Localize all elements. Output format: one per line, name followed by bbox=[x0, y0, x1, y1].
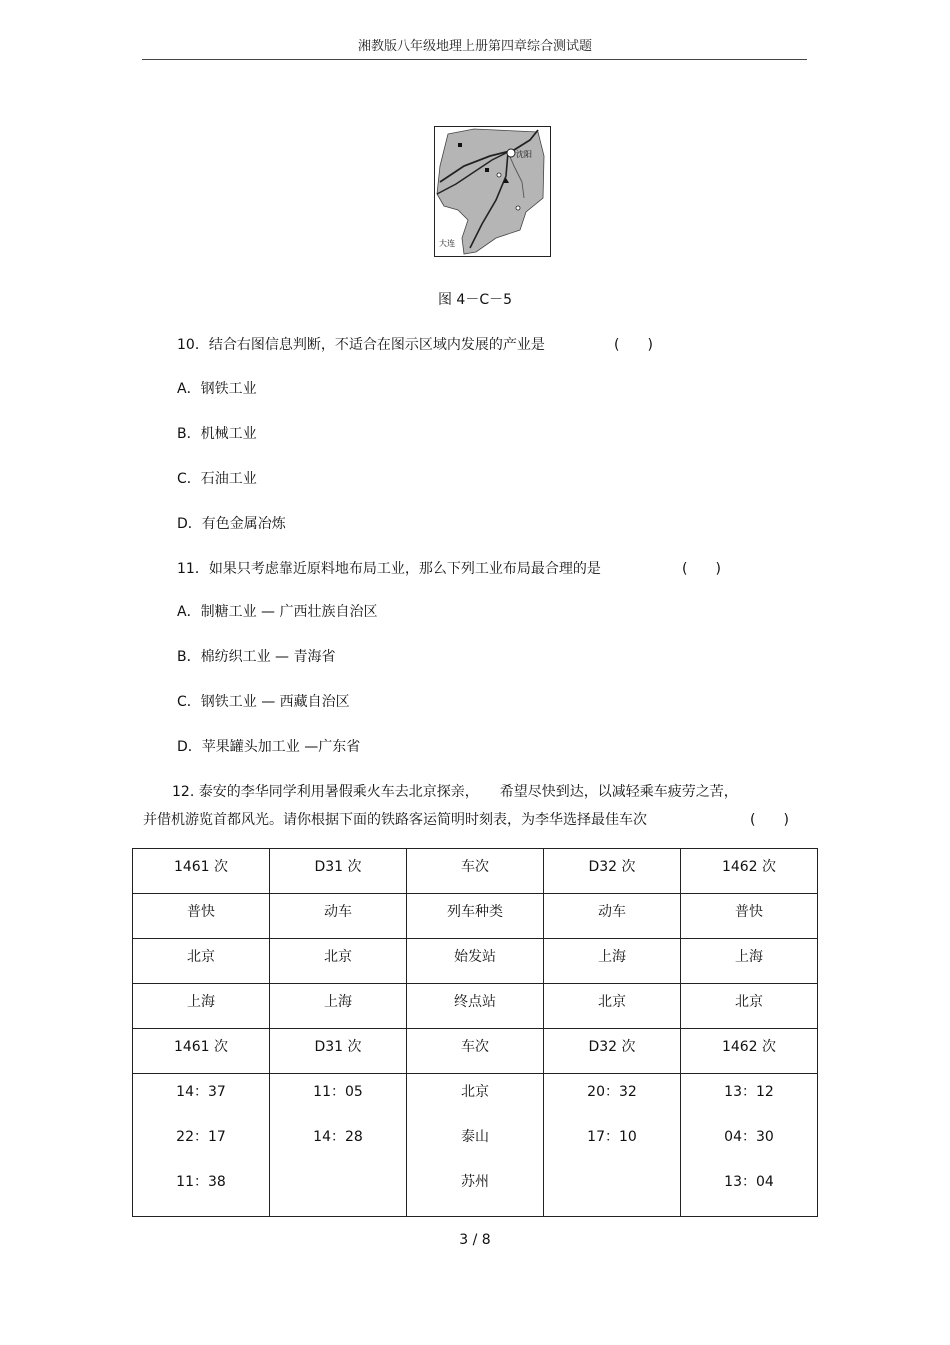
q10-option-a: A．钢铁工业 bbox=[177, 381, 257, 397]
q12-stem-line1: 12. 泰安的李华同学利用暑假乘火车去北京探亲， 希望尽快到达，以减轻乘车疲劳之苦， bbox=[172, 784, 738, 800]
table-row bbox=[133, 894, 818, 939]
table-cell: 普快 bbox=[133, 894, 270, 939]
table-cell: 1462 次 bbox=[681, 849, 818, 894]
table-cell: 车次 bbox=[407, 1029, 544, 1074]
table-cell: 列车种类 bbox=[407, 894, 544, 939]
q10-option-b: B．机械工业 bbox=[177, 426, 257, 442]
q11-option-c: C．钢铁工业 — 西藏自治区 bbox=[177, 694, 350, 710]
station-name: 北京 bbox=[461, 1084, 489, 1100]
table-cell: D32 次 bbox=[544, 1029, 681, 1074]
train-timetable bbox=[132, 848, 818, 1217]
table-cell: 北京 bbox=[681, 984, 818, 1029]
region-map-figure bbox=[434, 126, 551, 257]
table-cell: D31 次 bbox=[270, 1029, 407, 1074]
table-cell: 上海 bbox=[270, 984, 407, 1029]
time-value: 13：04 bbox=[724, 1174, 774, 1190]
table-cell: 1461 次 bbox=[133, 1029, 270, 1074]
time-value: 14：28 bbox=[313, 1129, 363, 1145]
time-value: 20：32 bbox=[587, 1084, 637, 1100]
table-cell: 上海 bbox=[681, 939, 818, 984]
table-cell bbox=[681, 1074, 818, 1217]
q11-stem: 11．如果只考虑靠近原料地布局工业，那么下列工业布局最合理的是 bbox=[177, 561, 601, 577]
page-header: 湘教版八年级地理上册第四章综合测试题 bbox=[357, 39, 592, 54]
time-value: 11：05 bbox=[313, 1084, 363, 1100]
q10-stem: 10．结合右图信息判断，不适合在图示区域内发展的产业是 bbox=[177, 337, 545, 353]
q11-option-d: D．苹果罐头加工业 —广东省 bbox=[177, 739, 361, 755]
time-value: 17：10 bbox=[587, 1129, 637, 1145]
city-north-marker bbox=[507, 149, 515, 157]
station-name: 泰山 bbox=[461, 1129, 489, 1145]
q11-option-a: A．制糖工业 — 广西壮族自治区 bbox=[177, 604, 378, 620]
header-rule bbox=[142, 59, 807, 60]
table-cell: 车次 bbox=[407, 849, 544, 894]
q12-answer-bracket: ( ) bbox=[750, 812, 789, 828]
time-value: 22：17 bbox=[176, 1129, 226, 1145]
mine-symbol bbox=[485, 168, 489, 172]
city-south-label: 大连 bbox=[439, 239, 455, 248]
table-cell: 北京 bbox=[133, 939, 270, 984]
time-value: 13：12 bbox=[724, 1084, 774, 1100]
q11-option-b: B．棉纺织工业 — 青海省 bbox=[177, 649, 336, 665]
table-cell: 北京 bbox=[544, 984, 681, 1029]
table-cell: 北京 bbox=[270, 939, 407, 984]
table-cell: 1462 次 bbox=[681, 1029, 818, 1074]
table-cell: 上海 bbox=[544, 939, 681, 984]
table-cell: 普快 bbox=[681, 894, 818, 939]
town-marker bbox=[497, 173, 501, 177]
table-cell bbox=[133, 1074, 270, 1217]
town-marker bbox=[516, 206, 520, 210]
table-cell: D32 次 bbox=[544, 849, 681, 894]
table-cell: 终点站 bbox=[407, 984, 544, 1029]
table-row bbox=[133, 939, 818, 984]
q10-option-c: C．石油工业 bbox=[177, 471, 257, 487]
table-cell: 1461 次 bbox=[133, 849, 270, 894]
city-north-label: 沈阳 bbox=[516, 150, 532, 159]
table-row bbox=[133, 849, 818, 894]
page-number: 3 / 8 bbox=[459, 1232, 491, 1248]
time-value: 14：37 bbox=[176, 1084, 226, 1100]
table-cell: 上海 bbox=[133, 984, 270, 1029]
table-cell: 动车 bbox=[544, 894, 681, 939]
q11-answer-bracket: ( ) bbox=[682, 561, 721, 577]
q12-stem-line2: 并借机游览首都风光。请你根据下面的铁路客运简明时刻表，为李华选择最佳车次 bbox=[143, 812, 647, 828]
table-cell: 动车 bbox=[270, 894, 407, 939]
table-row bbox=[133, 984, 818, 1029]
table-row bbox=[133, 1074, 818, 1217]
table-cell bbox=[407, 1074, 544, 1217]
figure-caption: 图 4－C－5 bbox=[437, 292, 513, 308]
time-value: 11：38 bbox=[176, 1174, 226, 1190]
table-cell: D31 次 bbox=[270, 849, 407, 894]
time-value: 04：30 bbox=[724, 1129, 774, 1145]
table-cell bbox=[544, 1074, 681, 1217]
q10-answer-bracket: ( ) bbox=[614, 337, 653, 353]
mine-symbol bbox=[458, 143, 462, 147]
table-row bbox=[133, 1029, 818, 1074]
table-cell: 始发站 bbox=[407, 939, 544, 984]
table-cell bbox=[270, 1074, 407, 1217]
q10-option-d: D．有色金属冶炼 bbox=[177, 516, 286, 532]
station-name: 苏州 bbox=[461, 1174, 489, 1190]
